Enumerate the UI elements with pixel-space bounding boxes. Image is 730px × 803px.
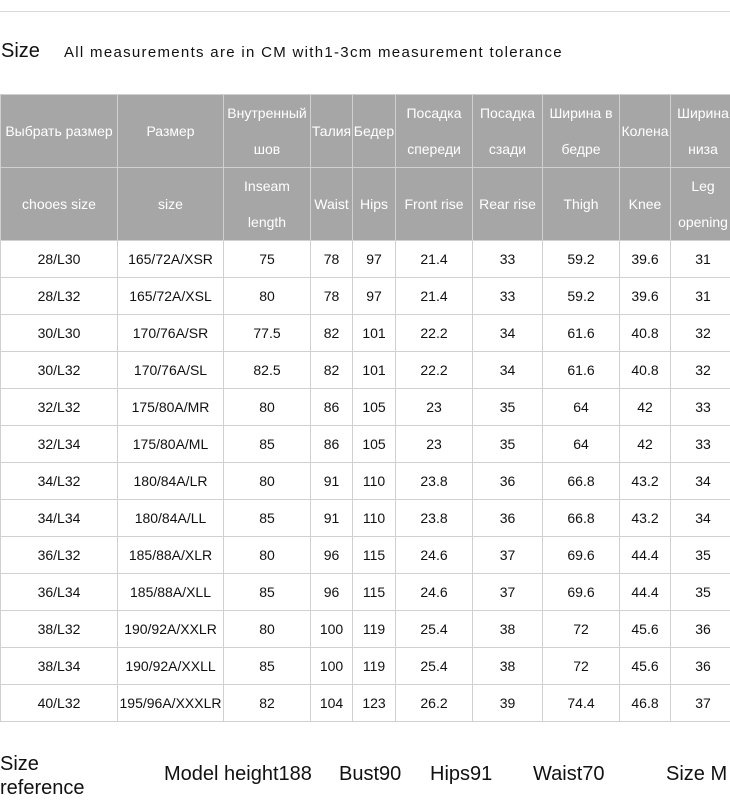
header-cell: Талия bbox=[311, 95, 353, 168]
table-cell: 190/92A/XXLR bbox=[118, 611, 224, 648]
table-cell: 165/72A/XSR bbox=[118, 241, 224, 278]
table-cell: 185/88A/XLR bbox=[118, 537, 224, 574]
table-row bbox=[1, 611, 730, 648]
table-cell: 36/L32 bbox=[1, 537, 118, 574]
table-cell: 23 bbox=[396, 389, 473, 426]
table-cell: 40/L32 bbox=[1, 685, 118, 722]
table-cell: 32 bbox=[671, 352, 730, 389]
table-cell: 26.2 bbox=[396, 685, 473, 722]
table-cell: 36 bbox=[473, 500, 543, 537]
table-cell: 170/76A/SL bbox=[118, 352, 224, 389]
table-cell: 100 bbox=[311, 611, 353, 648]
table-cell: 21.4 bbox=[396, 241, 473, 278]
table-cell: 36 bbox=[671, 648, 730, 685]
table-cell: 110 bbox=[353, 500, 396, 537]
table-cell: 28/L30 bbox=[1, 241, 118, 278]
table-cell: 38/L32 bbox=[1, 611, 118, 648]
header-cell: Ширина низа bbox=[671, 95, 730, 168]
table-cell: 34 bbox=[671, 500, 730, 537]
header-cell: Hips bbox=[353, 168, 396, 241]
table-cell: 44.4 bbox=[620, 574, 671, 611]
table-cell: 82 bbox=[224, 685, 311, 722]
table-cell: 195/96A/XXXLR bbox=[118, 685, 224, 722]
table-row bbox=[1, 426, 730, 463]
table-cell: 115 bbox=[353, 574, 396, 611]
table-cell: 97 bbox=[353, 241, 396, 278]
table-cell: 123 bbox=[353, 685, 396, 722]
table-cell: 105 bbox=[353, 426, 396, 463]
table-cell: 42 bbox=[620, 426, 671, 463]
table-cell: 85 bbox=[224, 500, 311, 537]
table-cell: 43.2 bbox=[620, 463, 671, 500]
table-row bbox=[1, 241, 730, 278]
table-cell: 80 bbox=[224, 389, 311, 426]
table-cell: 74.4 bbox=[543, 685, 620, 722]
table-cell: 91 bbox=[311, 500, 353, 537]
header-cell: chooes size bbox=[1, 168, 118, 241]
table-cell: 34 bbox=[473, 352, 543, 389]
table-cell: 85 bbox=[224, 426, 311, 463]
table-cell: 91 bbox=[311, 463, 353, 500]
table-cell: 78 bbox=[311, 278, 353, 315]
table-cell: 40.8 bbox=[620, 315, 671, 352]
table-cell: 72 bbox=[543, 611, 620, 648]
table-cell: 39.6 bbox=[620, 278, 671, 315]
table-cell: 28/L32 bbox=[1, 278, 118, 315]
table-cell: 82.5 bbox=[224, 352, 311, 389]
table-cell: 35 bbox=[671, 537, 730, 574]
header-cell: Размер bbox=[118, 95, 224, 168]
table-cell: 35 bbox=[473, 389, 543, 426]
table-cell: 80 bbox=[224, 278, 311, 315]
table-cell: 59.2 bbox=[543, 241, 620, 278]
table-cell: 115 bbox=[353, 537, 396, 574]
table-row bbox=[1, 315, 730, 352]
table-cell: 35 bbox=[671, 574, 730, 611]
table-cell: 100 bbox=[311, 648, 353, 685]
table-row bbox=[1, 574, 730, 611]
table-cell: 39.6 bbox=[620, 241, 671, 278]
table-cell: 86 bbox=[311, 426, 353, 463]
header-cell: Ширина в бедре bbox=[543, 95, 620, 168]
table-cell: 64 bbox=[543, 389, 620, 426]
header-cell: Бедер bbox=[353, 95, 396, 168]
table-cell: 75 bbox=[224, 241, 311, 278]
header-cell: Thigh bbox=[543, 168, 620, 241]
table-cell: 110 bbox=[353, 463, 396, 500]
table-cell: 45.6 bbox=[620, 611, 671, 648]
table-cell: 39 bbox=[473, 685, 543, 722]
table-cell: 32/L32 bbox=[1, 389, 118, 426]
header-cell: Выбрать размер bbox=[1, 95, 118, 168]
table-cell: 21.4 bbox=[396, 278, 473, 315]
size-heading: Size bbox=[1, 40, 40, 62]
table-cell: 85 bbox=[224, 648, 311, 685]
table-cell: 97 bbox=[353, 278, 396, 315]
table-cell: 175/80A/MR bbox=[118, 389, 224, 426]
table-cell: 36 bbox=[671, 611, 730, 648]
table-cell: 37 bbox=[473, 574, 543, 611]
table-cell: 37 bbox=[671, 685, 730, 722]
table-cell: 80 bbox=[224, 611, 311, 648]
table-cell: 119 bbox=[353, 611, 396, 648]
table-cell: 80 bbox=[224, 537, 311, 574]
table-cell: 30/L32 bbox=[1, 352, 118, 389]
table-cell: 69.6 bbox=[543, 537, 620, 574]
table-cell: 96 bbox=[311, 537, 353, 574]
header-cell: Leg opening bbox=[671, 168, 730, 241]
table-cell: 66.8 bbox=[543, 463, 620, 500]
table-cell: 38 bbox=[473, 648, 543, 685]
table-cell: 23.8 bbox=[396, 463, 473, 500]
table-cell: 61.6 bbox=[543, 352, 620, 389]
table-cell: 165/72A/XSL bbox=[118, 278, 224, 315]
table-cell: 77.5 bbox=[224, 315, 311, 352]
table-cell: 119 bbox=[353, 648, 396, 685]
table-cell: 175/80A/ML bbox=[118, 426, 224, 463]
table-cell: 43.2 bbox=[620, 500, 671, 537]
header-cell: size bbox=[118, 168, 224, 241]
table-cell: 32 bbox=[671, 315, 730, 352]
table-cell: 69.6 bbox=[543, 574, 620, 611]
table-cell: 24.6 bbox=[396, 574, 473, 611]
table-cell: 66.8 bbox=[543, 500, 620, 537]
table-body bbox=[1, 241, 730, 722]
table-cell: 105 bbox=[353, 389, 396, 426]
table-cell: 36/L34 bbox=[1, 574, 118, 611]
header-cell: Колена bbox=[620, 95, 671, 168]
table-row bbox=[1, 500, 730, 537]
table-cell: 72 bbox=[543, 648, 620, 685]
size-reference-label: Size reference bbox=[0, 753, 85, 799]
table-row bbox=[1, 685, 730, 722]
table-row bbox=[1, 352, 730, 389]
table-cell: 180/84A/LL bbox=[118, 500, 224, 537]
model-size: Size M bbox=[666, 763, 728, 785]
header-cell: Rear rise bbox=[473, 168, 543, 241]
table-cell: 34 bbox=[473, 315, 543, 352]
header-cell: Front rise bbox=[396, 168, 473, 241]
table-cell: 36 bbox=[473, 463, 543, 500]
table-cell: 32/L34 bbox=[1, 426, 118, 463]
table-cell: 33 bbox=[473, 241, 543, 278]
table-cell: 170/76A/SR bbox=[118, 315, 224, 352]
header-cell: Knee bbox=[620, 168, 671, 241]
table-cell: 101 bbox=[353, 315, 396, 352]
header-cell: Посадка спереди bbox=[396, 95, 473, 168]
size-chart-table bbox=[0, 94, 730, 722]
table-cell: 25.4 bbox=[396, 648, 473, 685]
table-cell: 46.8 bbox=[620, 685, 671, 722]
table-cell: 40.8 bbox=[620, 352, 671, 389]
size-title-row bbox=[0, 38, 730, 68]
header-cell: Посадка сзади bbox=[473, 95, 543, 168]
table-cell: 25.4 bbox=[396, 611, 473, 648]
table-cell: 31 bbox=[671, 278, 730, 315]
size-reference-row bbox=[0, 750, 730, 803]
table-cell: 45.6 bbox=[620, 648, 671, 685]
table-row bbox=[1, 389, 730, 426]
table-cell: 96 bbox=[311, 574, 353, 611]
table-cell: 180/84A/LR bbox=[118, 463, 224, 500]
table-cell: 82 bbox=[311, 352, 353, 389]
table-cell: 38 bbox=[473, 611, 543, 648]
table-cell: 59.2 bbox=[543, 278, 620, 315]
table-cell: 86 bbox=[311, 389, 353, 426]
table-row bbox=[1, 648, 730, 685]
table-cell: 31 bbox=[671, 241, 730, 278]
table-cell: 37 bbox=[473, 537, 543, 574]
table-cell: 23 bbox=[396, 426, 473, 463]
table-cell: 33 bbox=[671, 426, 730, 463]
table-cell: 104 bbox=[311, 685, 353, 722]
table-cell: 34 bbox=[671, 463, 730, 500]
table-row bbox=[1, 463, 730, 500]
table-cell: 82 bbox=[311, 315, 353, 352]
table-cell: 34/L32 bbox=[1, 463, 118, 500]
table-cell: 33 bbox=[671, 389, 730, 426]
table-row bbox=[1, 278, 730, 315]
table-cell: 30/L30 bbox=[1, 315, 118, 352]
table-cell: 190/92A/XXLL bbox=[118, 648, 224, 685]
table-cell: 23.8 bbox=[396, 500, 473, 537]
table-cell: 185/88A/XLL bbox=[118, 574, 224, 611]
table-cell: 38/L34 bbox=[1, 648, 118, 685]
header-cell: Внутренный шов bbox=[224, 95, 311, 168]
table-cell: 34/L34 bbox=[1, 500, 118, 537]
table-cell: 64 bbox=[543, 426, 620, 463]
measurement-note: All measurements are in CM with1-3cm measurement tolerance bbox=[64, 44, 563, 61]
model-waist: Waist70 bbox=[533, 763, 605, 785]
header-row-russian bbox=[1, 95, 730, 168]
model-hips: Hips91 bbox=[430, 763, 493, 785]
top-divider bbox=[0, 11, 730, 12]
table-cell: 42 bbox=[620, 389, 671, 426]
table-cell: 78 bbox=[311, 241, 353, 278]
header-cell: Inseam length bbox=[224, 168, 311, 241]
header-cell: Waist bbox=[311, 168, 353, 241]
table-cell: 22.2 bbox=[396, 352, 473, 389]
table-cell: 22.2 bbox=[396, 315, 473, 352]
table-cell: 61.6 bbox=[543, 315, 620, 352]
model-bust: Bust90 bbox=[339, 763, 402, 785]
table-cell: 44.4 bbox=[620, 537, 671, 574]
table-cell: 24.6 bbox=[396, 537, 473, 574]
table-cell: 33 bbox=[473, 278, 543, 315]
table-cell: 80 bbox=[224, 463, 311, 500]
table-row bbox=[1, 537, 730, 574]
header-row-english bbox=[1, 168, 730, 241]
table-cell: 101 bbox=[353, 352, 396, 389]
model-height: Model height188 bbox=[164, 763, 312, 785]
table-cell: 35 bbox=[473, 426, 543, 463]
table-cell: 85 bbox=[224, 574, 311, 611]
